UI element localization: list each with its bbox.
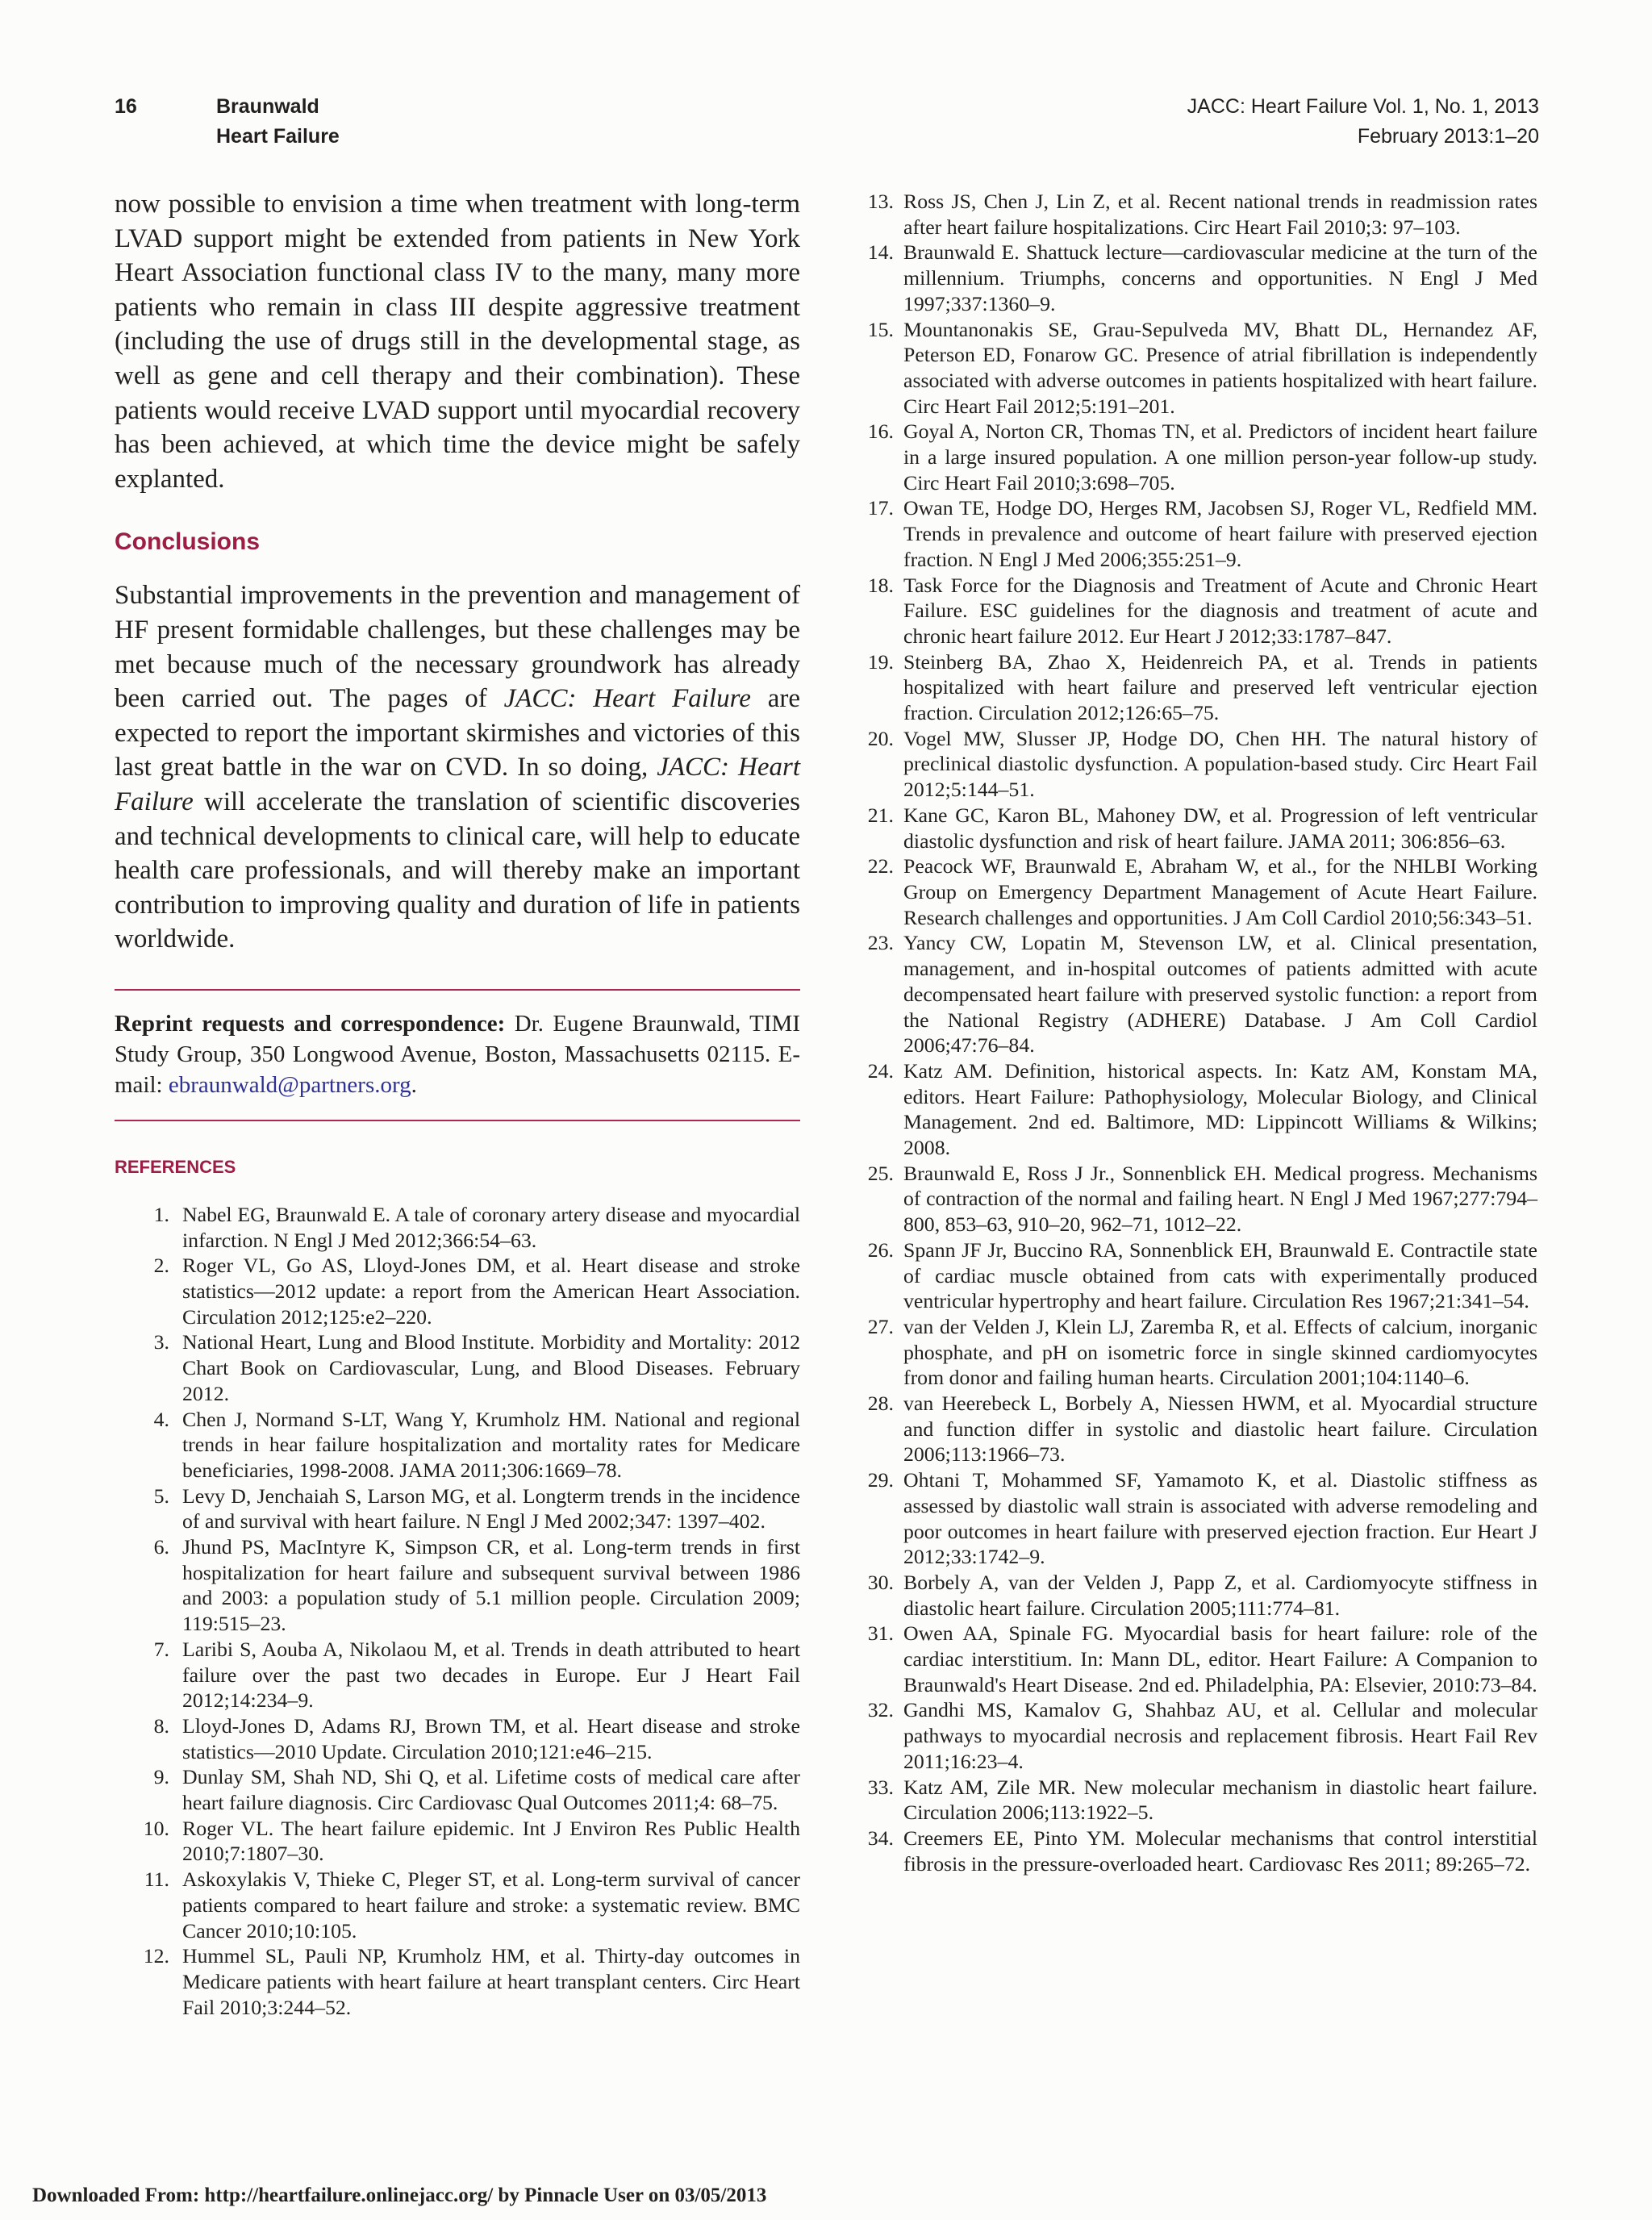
reference-number: 13.	[867, 190, 894, 213]
reference-text: Katz AM. Definition, historical aspects. In: Katz AM, Konstam MA, editors. Heart Failure: Pathophysiology, Molecular Biology, and Clinical Management. 2nd ed. Baltimore, MD: Lippincott Williams & Wilkins; 2008.	[903, 1058, 1537, 1160]
reference-item	[861, 649, 1537, 726]
reprint-period: .	[411, 1071, 417, 1098]
reference-item	[861, 930, 1537, 1058]
reference-text: Owen AA, Spinale FG. Myocardial basis for heart failure: role of the cardiac interstitium. In: Mann DL, editor. Heart Failure: A Companion to Braunwald's Heart Disease. 2nd ed. Philadelphia, PA: Elsevier, 2010:73–84.	[903, 1621, 1537, 1696]
reference-text: Askoxylakis V, Thieke C, Pleger ST, et al. Long-term survival of cancer patients compared to heart failure and stroke: a systematic review. BMC Cancer 2010;10:105.	[182, 1867, 800, 1942]
reference-item	[861, 240, 1537, 316]
reference-item	[861, 726, 1537, 803]
reference-text: Vogel MW, Slusser JP, Hodge DO, Chen HH. The natural history of preclinical diastolic dysfunction. A population-based study. Circ Heart Fail 2012;5:144–51.	[903, 726, 1537, 802]
reference-text: Nabel EG, Braunwald E. A tale of coronary artery disease and myocardial infarction. N Engl J Med 2012;366:54–63.	[182, 1202, 800, 1252]
reference-text: Task Force for the Diagnosis and Treatment of Acute and Chronic Heart Failure. ESC guidelines for the diagnosis and treatment of acute and chronic heart failure 2012. Eur Heart J 2012;33:1787–847.	[903, 573, 1537, 648]
reprint-correspondence	[115, 991, 800, 1120]
reference-number: 23.	[867, 931, 894, 955]
reference-item	[861, 1391, 1537, 1467]
reference-item	[861, 853, 1537, 930]
reference-text: van Heerebeck L, Borbely A, Niessen HWM, et al. Myocardial structure and function differ in systolic and diastolic heart failure. Circulation 2006;113:1966–73.	[903, 1392, 1537, 1467]
conclusions-text-2: are expected to report the important skirmishes and victories of this last great battle in the war on CVD. In so doing,	[115, 684, 800, 782]
reference-text: Mountanonakis SE, Grau-Sepulveda MV, Bhatt DL, Hernandez AF, Peterson ED, Fonarow GC. Presence of atrial fibrillation is independently associated with adverse outcomes in patients hospitalized with heart failure. Circ Heart Fail 2012;5:191–201.	[903, 317, 1537, 418]
reference-item	[115, 1764, 800, 1815]
reference-text: Goyal A, Norton CR, Thomas TN, et al. Predictors of incident heart failure in a large insured population. A one million person-year follow-up study. Circ Heart Fail 2010;3:698–705.	[903, 419, 1537, 494]
reference-text: Levy D, Jenchaiah S, Larson MG, et al. Longterm trends in the incidence of and survival with heart failure. N Engl J Med 2002;347: 1397–402.	[182, 1483, 800, 1534]
reference-item	[115, 1637, 800, 1713]
reference-text: Hummel SL, Pauli NP, Krumholz HM, et al. Thirty-day outcomes in Medicare patients with heart failure at heart transplant centers. Circ Heart Fail 2010;3:244–52.	[182, 1944, 800, 2019]
reference-text: Laribi S, Aouba A, Nikolaou M, et al. Trends in death attributed to heart failure over the past two decades in Europe. Eur J Heart Fail 2012;14:234–9.	[182, 1637, 800, 1713]
reference-item	[861, 573, 1537, 649]
reference-number: 18.	[867, 573, 894, 597]
right-column	[861, 189, 1537, 1876]
references-heading: REFERENCES	[115, 1156, 236, 1177]
journal-name-italic: JACC: Heart Failure	[503, 684, 751, 714]
reference-text: Lloyd-Jones D, Adams RJ, Brown TM, et al. Heart disease and stroke statistics—2010 Update. Circulation 2010;121:e46–215.	[182, 1713, 800, 1763]
reference-number: 12.	[143, 1944, 169, 1968]
reference-number: 20.	[867, 726, 894, 750]
reference-text: Kane GC, Karon BL, Mahoney DW, et al. Progression of left ventricular diastolic dysfunction and risk of heart failure. JAMA 2011; 306:856–63.	[903, 803, 1537, 853]
reference-item	[861, 1314, 1537, 1391]
reference-text: Roger VL. The heart failure epidemic. Int J Environ Res Public Health 2010;7:1807–30.	[182, 1816, 800, 1866]
reference-item	[861, 495, 1537, 572]
reference-number: 7.	[153, 1637, 169, 1661]
reference-item	[115, 1943, 800, 2020]
reference-item	[861, 1058, 1537, 1161]
reference-item	[861, 1161, 1537, 1237]
reference-item	[861, 1467, 1537, 1570]
reference-text: Gandhi MS, Kamalov G, Shahbaz AU, et al. Cellular and molecular pathways to myocardial necrosis and replacement fibrosis. Heart Fail Rev 2011;16:23–4.	[903, 1698, 1537, 1773]
journal-name-italic: JACC: Heart Failure	[115, 753, 800, 816]
reference-text: Roger VL, Go AS, Lloyd-Jones DM, et al. Heart disease and stroke statistics—2012 update: a report from the American Heart Association. Circulation 2012;125:e2–220.	[182, 1254, 800, 1329]
conclusions-paragraph	[115, 578, 800, 957]
reference-number: 17.	[867, 496, 894, 520]
reference-text: Ohtani T, Mohammed SF, Yamamoto K, et al. Diastolic stiffness as assessed by diastolic wall strain is associated with adverse remodeling and poor outcomes in heart failure with preserved ejection fraction. Eur Heart J 2012;33:1742–9.	[903, 1468, 1537, 1569]
intro-paragraph: now possible to envision a time when treatment with long-term LVAD support might be extended from patients in New York Heart Association functional class IV to the many, many more patients who remain in class III despite aggressive treatment (including the use of drugs still in the developmental stage, as well as gene and cell therapy and their combination). These patients would receive LVAD support until myocardial recovery has been achieved, at which time the device might be safely explanted.	[115, 190, 800, 494]
reference-number: 32.	[867, 1698, 894, 1722]
reference-text: Braunwald E. Shattuck lecture—cardiovascular medicine at the turn of the millennium. Triumphs, concerns and opportunities. N Engl J Med 1997;337:1360–9.	[903, 240, 1537, 315]
reference-number: 11.	[144, 1867, 169, 1892]
download-footer: Downloaded From: http://heartfailure.onlinejacc.org/ by Pinnacle User on 03/05/2013	[32, 2185, 767, 2206]
page-number: 16	[115, 95, 137, 118]
reference-item	[115, 1202, 800, 1253]
reference-number: 26.	[867, 1237, 894, 1262]
running-header-right	[1187, 92, 1539, 152]
reprint-address: Dr. Eugene Braunwald, TIMI Study Group, 350 Longwood Avenue, Boston, Massachusetts 02115. E-mail:	[115, 1010, 800, 1098]
reference-text: Borbely A, van der Velden J, Papp Z, et al. Cardiomyocyte stiffness in diastolic heart failure. Circulation 2005;111:774–81.	[903, 1570, 1537, 1620]
reference-number: 6.	[153, 1535, 169, 1559]
reprint-label: Reprint requests and correspondence:	[115, 1010, 506, 1037]
reference-number: 33.	[867, 1775, 894, 1799]
reference-number: 14.	[867, 240, 894, 265]
reference-item	[861, 803, 1537, 853]
conclusions-heading: Conclusions	[115, 528, 261, 556]
reference-list-left	[115, 1202, 800, 2021]
reference-text: Spann JF Jr, Buccino RA, Sonnenblick EH, Braunwald E. Contractile state of cardiac muscle obtained from cats with experimentally produced ventricular hypertrophy and heart failure. Circulation Res 1967;21:341–54.	[903, 1237, 1537, 1313]
reference-number: 27.	[867, 1314, 894, 1338]
reference-item	[861, 1570, 1537, 1621]
reference-number: 24.	[867, 1058, 894, 1083]
reference-number: 4.	[153, 1407, 169, 1431]
reference-number: 16.	[867, 419, 894, 444]
reference-text: National Heart, Lung and Blood Institute. Morbidity and Mortality: 2012 Chart Book on Cardiovascular, Lung, and Blood Diseases. February 2012.	[182, 1330, 800, 1405]
reference-number: 22.	[867, 854, 894, 878]
reference-number: 19.	[867, 649, 894, 674]
reference-list-right	[861, 189, 1537, 1876]
reference-number: 29.	[867, 1468, 894, 1492]
reference-item	[115, 1713, 800, 1764]
reference-number: 5.	[153, 1483, 169, 1508]
reference-text: Katz AM, Zile MR. New molecular mechanism in diastolic heart failure. Circulation 2006;113:1922–5.	[903, 1775, 1537, 1825]
left-column	[115, 187, 800, 2020]
journal-citation-line1: JACC: Heart Failure Vol. 1, No. 1, 2013	[1187, 95, 1539, 118]
reference-text: Dunlay SM, Shah ND, Shi Q, et al. Lifetime costs of medical care after heart failure diagnosis. Circ Cardiovasc Qual Outcomes 2011;4: 68–75.	[182, 1765, 800, 1815]
reference-item	[861, 1621, 1537, 1697]
reference-text: Chen J, Normand S-LT, Wang Y, Krumholz HM. National and regional trends in hear failure hospitalization and mortality rates for Medicare beneficiaries, 1998-2008. JAMA 2011;306:1669–78.	[182, 1407, 800, 1482]
reference-item	[115, 1867, 800, 1943]
reference-number: 15.	[867, 317, 894, 341]
reference-text: Peacock WF, Braunwald E, Abraham W, et al., for the NHLBI Working Group on Emergency Department Management of Acute Heart Failure. Research challenges and opportunities. J Am Coll Cardiol 2010;56:343–51.	[903, 854, 1537, 929]
email-link[interactable]: ebraunwald@partners.org	[168, 1071, 411, 1098]
running-title-line2: Heart Failure	[216, 125, 340, 148]
reference-number: 8.	[153, 1713, 169, 1738]
reference-item	[861, 1775, 1537, 1826]
running-title	[216, 92, 340, 152]
running-title-line1: Braunwald	[216, 95, 319, 118]
reference-number: 3.	[153, 1330, 169, 1354]
reference-text: Braunwald E, Ross J Jr., Sonnenblick EH. Medical progress. Mechanisms of contraction of the normal and failing heart. N Engl J Med 1967;277:794–800, 853–63, 910–20, 962–71, 1012–22.	[903, 1161, 1537, 1237]
reference-number: 28.	[867, 1392, 894, 1416]
reference-item	[115, 1253, 800, 1329]
reference-number: 21.	[867, 803, 894, 827]
reference-number: 9.	[153, 1765, 169, 1789]
reference-number: 2.	[153, 1254, 169, 1278]
reference-item	[861, 317, 1537, 419]
reference-item	[861, 419, 1537, 495]
conclusions-text-1: Substantial improvements in the prevention and management of HF present formidable challenges, but these challenges may be met because much of the necessary groundwork has already been carried out. The pages of	[115, 581, 800, 714]
divider-bottom	[115, 1120, 800, 1121]
reference-number: 1.	[153, 1202, 169, 1226]
reference-number: 30.	[867, 1570, 894, 1594]
reference-text: Owan TE, Hodge DO, Herges RM, Jacobsen SJ, Roger VL, Redfield MM. Trends in prevalence and outcome of heart failure with preserved ejection fraction. N Engl J Med 2006;355:251–9.	[903, 496, 1537, 571]
reference-item	[115, 1534, 800, 1637]
journal-citation-line2: February 2013:1–20	[1357, 125, 1539, 148]
reference-item	[115, 1483, 800, 1534]
reference-text: van der Velden J, Klein LJ, Zaremba R, et al. Effects of calcium, inorganic phosphate, and pH on isometric force in single skinned cardiomyocytes from donor and failing human hearts. Circulation 2001;104:1140–6.	[903, 1314, 1537, 1390]
reference-item	[115, 1329, 800, 1406]
reference-text: Creemers EE, Pinto YM. Molecular mechanisms that control interstitial fibrosis in the pressure-overloaded heart. Cardiovasc Res 2011; 89:265–72.	[903, 1826, 1537, 1876]
reference-text: Jhund PS, MacIntyre K, Simpson CR, et al. Long-term trends in first hospitalization for heart failure and subsequent survival between 1986 and 2003: a population study of 5.1 million people. Circulation 2009; 119:515–23.	[182, 1535, 800, 1636]
reference-number: 31.	[867, 1621, 894, 1646]
reference-text: Ross JS, Chen J, Lin Z, et al. Recent national trends in readmission rates after heart failure hospitalizations. Circ Heart Fail 2010;3: 97–103.	[903, 190, 1537, 239]
reference-item	[861, 1697, 1537, 1774]
reference-item	[115, 1816, 800, 1867]
conclusions-text-3: will accelerate the translation of scientific discoveries and technical developments to clinical care, will help to educate health care professionals, and will thereby make an important contribution to improving quality and duration of life in patients worldwide.	[115, 787, 800, 954]
reference-item	[861, 1826, 1537, 1876]
reference-number: 34.	[867, 1826, 894, 1850]
reference-number: 10.	[143, 1816, 169, 1840]
reference-item	[861, 189, 1537, 240]
reference-text: Steinberg BA, Zhao X, Heidenreich PA, et al. Trends in patients hospitalized with heart failure and preserved left ventricular ejection fraction. Circulation 2012;126:65–75.	[903, 649, 1537, 725]
reference-number: 25.	[867, 1161, 894, 1185]
reference-item	[861, 1237, 1537, 1314]
reference-item	[115, 1407, 800, 1483]
reference-text: Yancy CW, Lopatin M, Stevenson LW, et al. Clinical presentation, management, and in-hospital outcomes of patients admitted with acute decompensated heart failure with preserved systolic function: a report from the National Registry (ADHERE) Database. J Am Coll Cardiol 2006;47:76–84.	[903, 931, 1537, 1058]
